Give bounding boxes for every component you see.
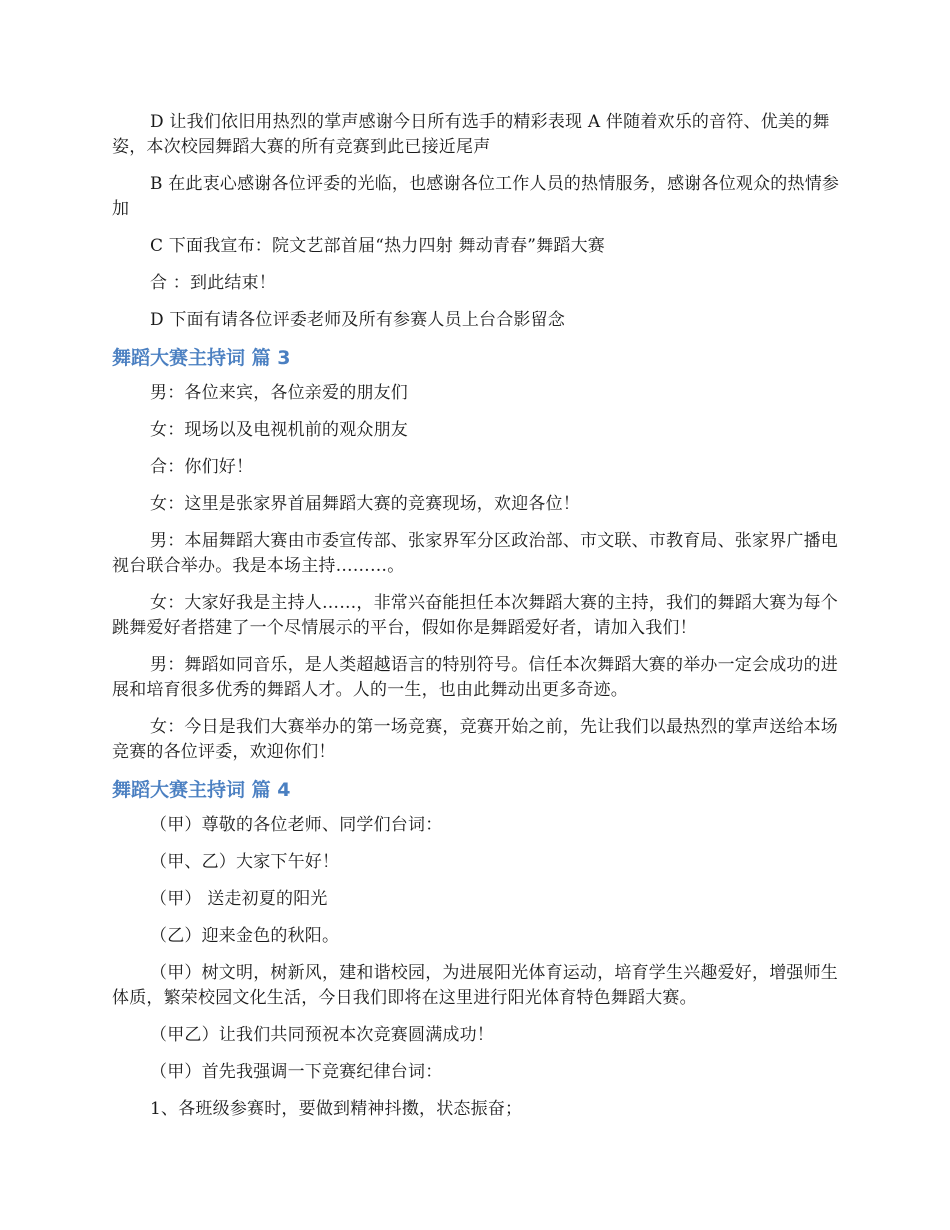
paragraph: 合 ：到此结束！	[150, 273, 277, 293]
paragraph: 1、各班级参赛时，要做到精神抖擞，状态振奋；	[150, 1099, 523, 1119]
paragraph: （甲）树文明，树新风，建和谐校园，为进展阳光体育运动，培育学生兴趣爱好，增强师生体质，繁荣校园文化生活，今日我们即将在这里进行阳光体育特色舞蹈大赛。	[112, 963, 838, 1008]
paragraph: C 下面我宣布：院文艺部首届“热力四射 舞动青春”舞蹈大赛	[150, 236, 605, 256]
paragraph: D 让我们依旧用热烈的掌声感谢今日所有选手的精彩表现 A 伴随着欢乐的音符、优美的舞姿，本次校园舞蹈大赛的所有竞赛到此已接近尾声	[112, 112, 830, 157]
paragraph: 女：这里是张家界首届舞蹈大赛的竞赛现场，欢迎各位！	[150, 494, 580, 514]
paragraph: 女：现场以及电视机前的观众朋友	[150, 420, 408, 440]
paragraph: （甲、乙）大家下午好！	[150, 852, 340, 872]
paragraph: （甲） 送走初夏的阳光	[150, 889, 328, 909]
paragraph: 男：本届舞蹈大赛由市委宣传部、张家界军分区政治部、市文联、市教育局、张家界广播电视台联合举办。我是本场主持………。	[112, 531, 838, 576]
paragraph: D 下面有请各位评委老师及所有参赛人员上台合影留念	[150, 310, 566, 330]
paragraph: （甲）首先我强调一下竞赛纪律台词：	[150, 1062, 443, 1082]
paragraph: 女：今日是我们大赛举办的第一场竞赛，竞赛开始之前，先让我们以最热烈的掌声送给本场竞赛的各位评委，欢迎你们！	[112, 717, 838, 762]
paragraph: 合：你们好！	[150, 457, 254, 477]
paragraph: （甲）尊敬的各位老师、同学们台词：	[150, 815, 443, 835]
paragraph: （甲乙）让我们共同预祝本次竞赛圆满成功！	[150, 1025, 494, 1045]
paragraph: 男：各位来宾，各位亲爱的朋友们	[150, 383, 408, 403]
paragraph: （乙）迎来金色的秋阳。	[150, 926, 340, 946]
section-heading: 舞蹈大赛主持词 篇 3	[112, 347, 291, 369]
paragraph: 女：大家好我是主持人……，非常兴奋能担任本次舞蹈大赛的主持，我们的舞蹈大赛为每个跳舞爱好者搭建了一个尽情展示的平台，假如你是舞蹈爱好者，请加入我们！	[112, 593, 838, 638]
section-heading: 舞蹈大赛主持词 篇 4	[112, 779, 291, 801]
document-body	[112, 110, 842, 1134]
paragraph: B 在此衷心感谢各位评委的光临，也感谢各位工作人员的热情服务，感谢各位观众的热情参加	[112, 174, 840, 219]
paragraph: 男：舞蹈如同音乐，是人类超越语言的特别符号。信任本次舞蹈大赛的举办一定会成功的进展和培育很多优秀的舞蹈人才。人的一生，也由此舞动出更多奇迹。	[112, 655, 838, 700]
